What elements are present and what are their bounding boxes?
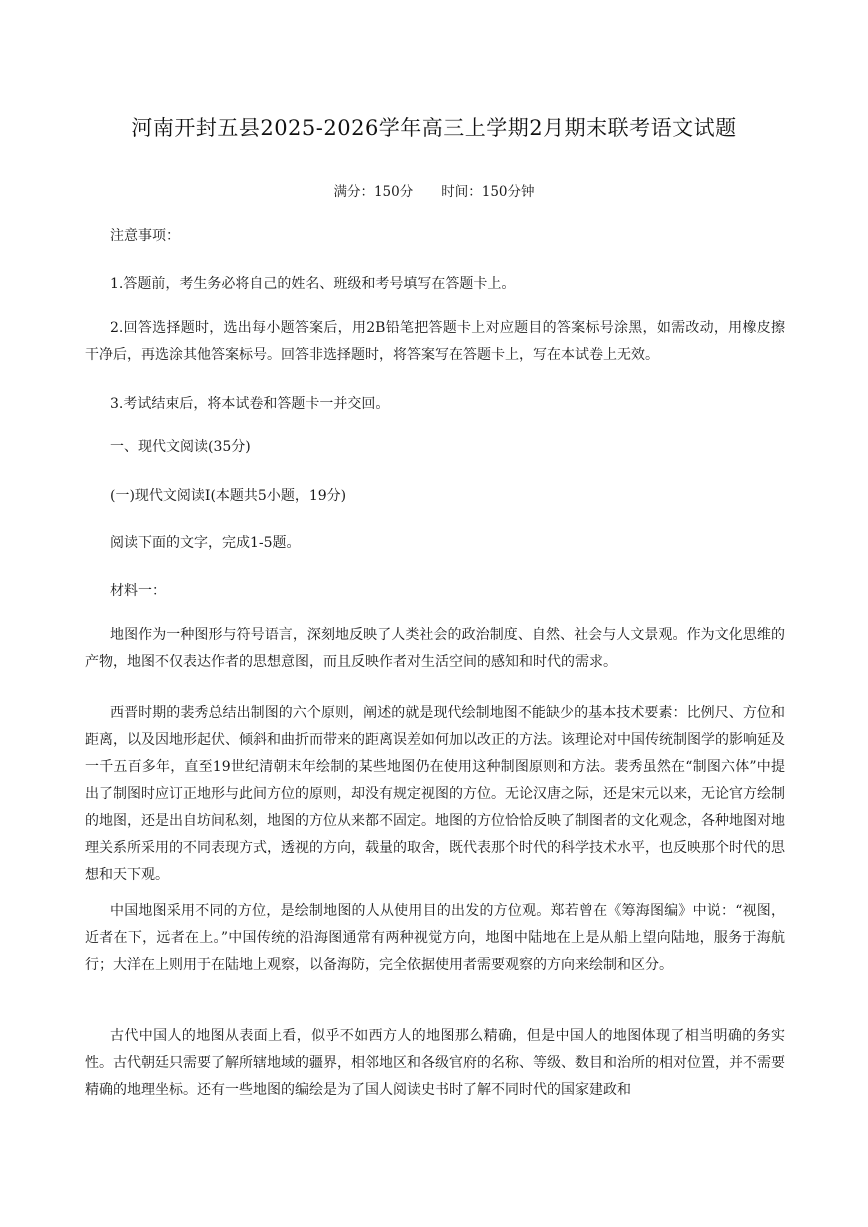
- body-paragraph-1: 地图作为一种图形与符号语言，深刻地反映了人类社会的政治制度、自然、社会与人文景观。作为文化思维的产物，地图不仅表达作者的思想意图，而且反映作者对生活空间的感知和时代的需求。: [85, 627, 785, 670]
- material-label: 材料一：: [110, 583, 166, 599]
- reading-instruction: 阅读下面的文字，完成1-5题。: [110, 535, 301, 551]
- body-paragraph-3: 中国地图采用不同的方位，是绘制地图的人从使用目的出发的方位观。郑若曾在《筹海图编》中说：“视图，近者在下，远者在上。”中国传统的沿海图通常有两种视觉方向，地图中陆地在上是从船上望向陆地，服务于海航行；大洋在上则用于在陆地上观察，以备海防，完全依据使用者需要观察的方向来绘制和区分。: [85, 903, 785, 973]
- body-paragraph-4: 古代中国人的地图从表面上看，似乎不如西方人的地图那么精确，但是中国人的地图体现了相当明确的务实性。古代朝廷只需要了解所辖地域的疆界，相邻地区和各级官府的名称、等级、数目和治所的相对位置，并不需要精确的地理坐标。还有一些地图的编绘是为了国人阅读史书时了解不同时代的国家建政和: [85, 1028, 785, 1098]
- document-title: 河南开封五县2025-2026学年高三上学期2月期末联考语文试题: [131, 116, 737, 140]
- notice-heading: 注意事项：: [110, 228, 180, 244]
- notice-item-1: 1.答题前，考生务必将自己的姓名、班级和考号填写在答题卡上。: [110, 276, 516, 292]
- section-heading: 一、现代文阅读(35分): [110, 439, 251, 455]
- notice-item-2: 2.回答选择题时，选出每小题答案后，用2B铅笔把答题卡上对应题目的答案标号涂黑，如需改动，用橡皮擦干净后，再选涂其他答案标号。回答非选择题时，将答案写在答题卡上，写在本试卷上无效。: [85, 320, 785, 363]
- notice-item-3: 3.考试结束后，将本试卷和答题卡一并交回。: [110, 396, 390, 412]
- body-paragraph-2: 西晋时期的裴秀总结出制图的六个原则，阐述的就是现代绘制地图不能缺少的基本技术要素：比例尺、方位和距离，以及因地形起伏、倾斜和曲折而带来的距离误差如何加以改正的方法。该理论对中国传统制图学的影响延及一千五百多年，直至19世纪清朝末年绘制的某些地图仍在使用这种制图原则和方法。裴秀虽然在“制图六体”中提出了制图时应订正地形与此间方位的原则，却没有规定视图的方位。无论汉唐之际，还是宋元以来，无论官方绘制的地图，还是出自坊间私刻，地图的方位从来都不固定。地图的方位恰恰反映了制图者的文化观念，各种地图对地理关系所采用的不同表现方式，透视的方向，载量的取舍，既代表那个时代的科学技术水平，也反映那个时代的思想和天下观。: [85, 705, 785, 883]
- full-score: 满分：150分: [333, 184, 414, 200]
- exam-meta: [0, 180, 868, 200]
- exam-time: 时间：150分钟: [441, 184, 535, 200]
- subsection-heading: (一)现代文阅读Ⅰ(本题共5小题，19分): [110, 488, 347, 504]
